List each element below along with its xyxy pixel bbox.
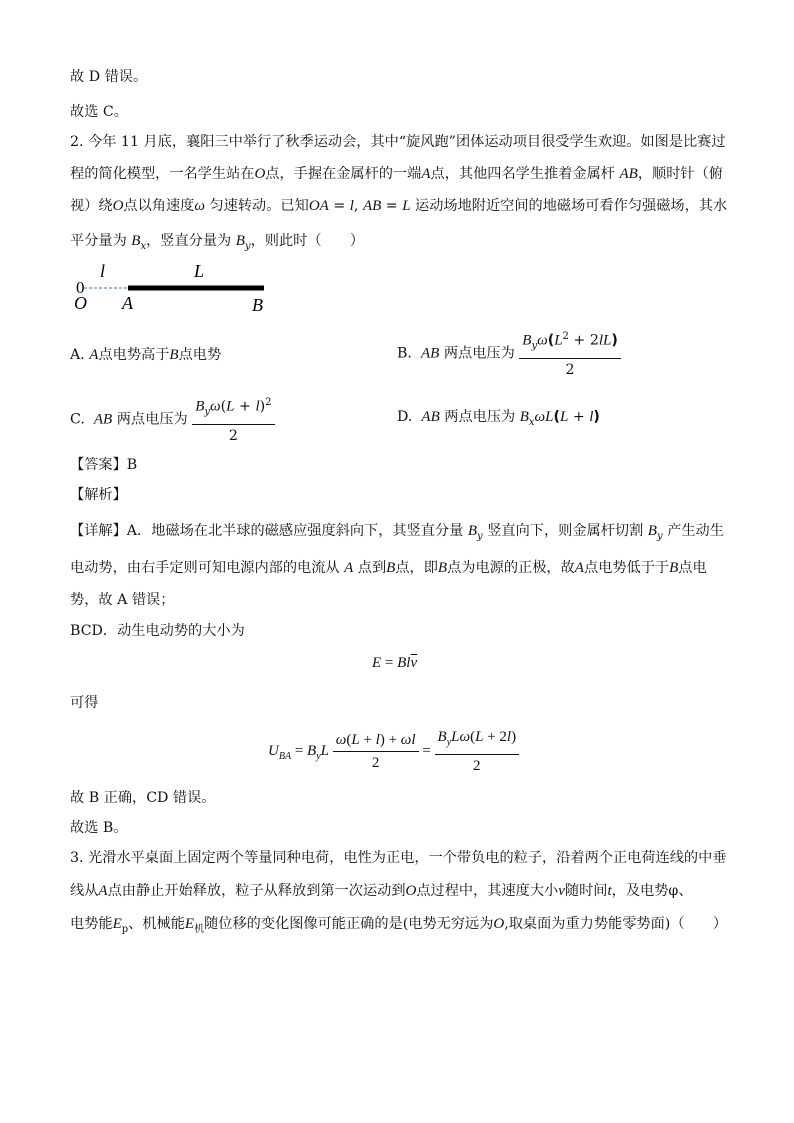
uba-formula: $U_{BA} = B_yL$ $\frac{\omega(L + l) + \omega l}{2}$ = $\frac{B_yL\omega(L + 2l)}{2}$ xyxy=(268,726,519,777)
q2-choose-line: 故选 B。 xyxy=(70,820,128,836)
emf-formula: $E = Bl\overline{v}$ xyxy=(372,655,418,671)
bcd-line: BCD．动生电动势的大小为 xyxy=(70,623,245,639)
option-a: A. A点电势高于B点电势 xyxy=(70,347,222,363)
option-c: C. AB 两点电压为 $\frac{B_y\omega(L + l)^2}{2}$ xyxy=(70,392,275,447)
q3-line-3: 电势能$E_p$、机械能$E_机$随位移的变化图像可能正确的是(电势无穷远为O,取桌面为重力势能零势面)（ ） xyxy=(70,916,728,935)
b-correct-line: 故 B 正确，CD 错误。 xyxy=(70,790,216,806)
prev-d-wrong: 故 D 错误。 xyxy=(70,69,148,85)
diagram-label-L: L xyxy=(194,262,205,281)
option-d: D. AB 两点电压为 $B_x\omega L(L + l)$ xyxy=(397,409,600,428)
diagram-label-O: O xyxy=(74,293,87,313)
q3-line-2: 线从A点由静止开始释放，粒子从释放到第一次运动到O点过程中，其速度大小v随时间t，及电势φ、 xyxy=(70,883,693,899)
diagram-label-l: l xyxy=(100,262,106,281)
diagram-label-B: B xyxy=(252,295,263,315)
detail-line-2: 电动势，由右手定则可知电源内部的电流从 A 点到B点，即B点为电源的正极，故A点电势低于于B点电 xyxy=(70,560,707,576)
diagram-zero: 0 xyxy=(76,278,85,297)
keyi-line: 可得 xyxy=(70,695,99,711)
prev-choose: 故选 C。 xyxy=(70,104,128,120)
analysis-label: 【解析】 xyxy=(70,487,127,503)
answer-line: 【答案】B xyxy=(70,457,138,473)
q2-line-4: 平分量为 $B_x$，竖直分量为 $B_y$，则此时（ ） xyxy=(70,233,365,252)
q3-line-1: 3. 光滑水平桌面上固定两个等量同种电荷，电性为正电，一个带负电的粒子，沿着两个正电荷连线的中垂 xyxy=(70,850,727,866)
option-b-fraction: $\frac{B_y\omega(L^2 + 2lL)}{2}$ xyxy=(519,326,621,381)
q2-line-2: 程的简化模型，一名学生站在O点，手握在金属杆的一端A点，其他四名学生推着金属杆 AB，顺时针（俯 xyxy=(70,166,723,182)
q2-line-3: 视）绕O点以角速度ω 匀速转动。已知OA = l, AB = L 运动场地附近空间的地磁场可看作匀强磁场，其水 xyxy=(70,198,728,214)
option-c-fraction: $\frac{B_y\omega(L + l)^2}{2}$ xyxy=(192,392,274,447)
diagram-label-A: A xyxy=(122,293,133,313)
answer-value: B xyxy=(126,457,138,473)
detail-line-3: 势，故 A 错误； xyxy=(70,592,175,608)
detail-line-1: 【详解】A．地磁场在北半球的磁感应强度斜向下，其竖直分量 $B_y$ 竖直向下，则金属杆切割 $B_y$ 产生动生 xyxy=(70,523,724,542)
rod-diagram xyxy=(70,262,290,318)
option-b: B. AB 两点电压为 $\frac{B_y\omega(L^2 + 2lL)}{2}$ xyxy=(397,326,621,381)
q2-line-1: 2. 今年 11 月底，襄阳三中举行了秋季运动会，其中“旋风跑”团体运动项目很受学生欢迎。如图是比赛过 xyxy=(70,134,726,150)
